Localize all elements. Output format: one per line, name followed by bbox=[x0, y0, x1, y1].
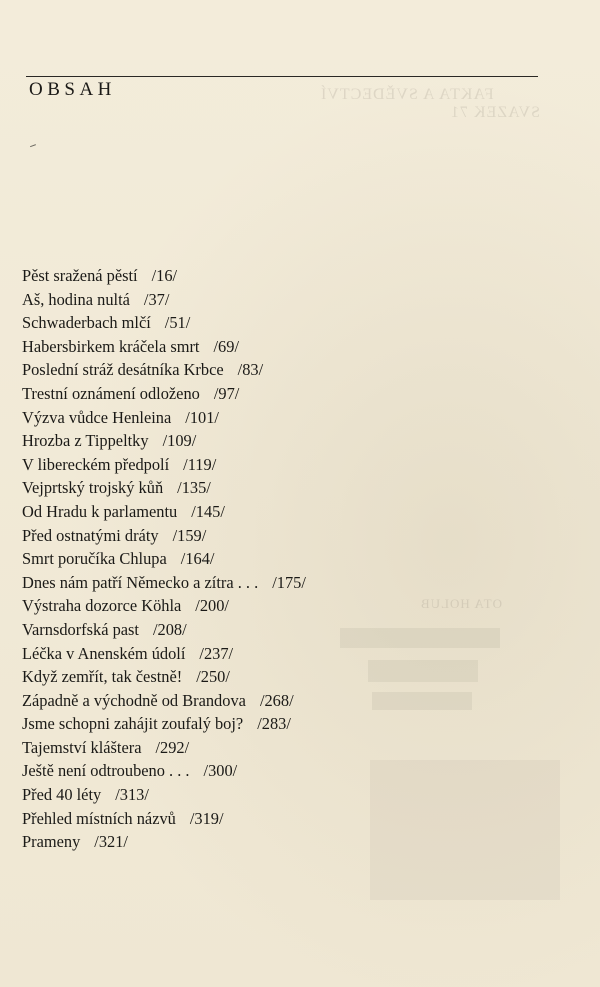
header-rule bbox=[26, 76, 538, 77]
toc-entry bbox=[22, 571, 522, 595]
toc-entry-page: /109/ bbox=[162, 431, 197, 451]
toc-entry bbox=[22, 335, 522, 359]
toc-entry-page: /101/ bbox=[185, 407, 219, 427]
toc-entry bbox=[22, 712, 522, 736]
toc-entry-title: Varnsdorfská past bbox=[22, 619, 139, 639]
toc-entry-page: /83/ bbox=[237, 360, 264, 380]
toc-entry bbox=[22, 642, 522, 666]
toc-entry bbox=[22, 382, 522, 406]
toc-entry-title: Pěst sražená pěstí bbox=[22, 266, 138, 285]
toc-entry bbox=[22, 524, 522, 548]
toc-entry bbox=[22, 358, 522, 382]
toc-entry bbox=[22, 736, 522, 760]
toc-entry bbox=[22, 618, 522, 642]
toc-entry-title: Trestní oznámení odloženo bbox=[22, 383, 200, 403]
toc-entry bbox=[22, 830, 522, 854]
toc-entry-page: /97/ bbox=[213, 383, 240, 403]
show-through-text: OTA HOLUB bbox=[420, 596, 502, 611]
toc-entry-title: Smrt poručíka Chlupa bbox=[22, 549, 167, 569]
stray-mark bbox=[30, 144, 38, 153]
page-title: OBSAH bbox=[29, 79, 116, 100]
toc-entry bbox=[22, 594, 522, 618]
toc-entry-title: Tajemství kláštera bbox=[22, 737, 142, 757]
toc-entry-page: /51/ bbox=[164, 313, 191, 333]
toc-entry bbox=[22, 453, 522, 477]
table-of-contents bbox=[22, 264, 522, 854]
toc-entry-title: Vejprtský trojský kůň bbox=[22, 478, 164, 498]
toc-entry-title: Prameny bbox=[22, 832, 81, 852]
toc-entry-title: Před 40 léty bbox=[22, 785, 102, 805]
toc-entry bbox=[22, 807, 522, 831]
toc-entry-page: /200/ bbox=[195, 596, 229, 616]
toc-entry bbox=[22, 429, 522, 453]
toc-entry-page: /237/ bbox=[199, 643, 234, 663]
toc-entry-page: /319/ bbox=[189, 808, 224, 828]
toc-entry bbox=[22, 547, 522, 571]
toc-entry-page: /37/ bbox=[143, 289, 170, 309]
toc-entry-title: Výzva vůdce Henleina bbox=[22, 407, 172, 427]
toc-entry bbox=[22, 689, 522, 713]
toc-entry-title: Od Hradu k parlamentu bbox=[22, 501, 178, 521]
show-through-text: SVAZEK 71 bbox=[450, 104, 541, 121]
toc-entry-page: /208/ bbox=[152, 619, 187, 639]
toc-entry-title: Hrozba z Tippeltky bbox=[22, 431, 149, 451]
toc-entry bbox=[22, 476, 522, 500]
toc-entry bbox=[22, 500, 522, 524]
toc-entry-page: /159/ bbox=[172, 525, 207, 545]
toc-entry-page: /321/ bbox=[94, 832, 128, 852]
toc-entry-title: Západně a východně od Brandova bbox=[22, 690, 246, 710]
toc-entry-page: /313/ bbox=[115, 785, 149, 805]
toc-entry-title: Přehled místních názvů bbox=[22, 808, 176, 828]
toc-entry-title: Před ostnatými dráty bbox=[22, 525, 159, 545]
toc-entry-title: Výstraha dozorce Köhla bbox=[22, 596, 182, 616]
toc-entry-page: /268/ bbox=[259, 690, 294, 710]
toc-entry-page: /250/ bbox=[196, 667, 230, 687]
toc-entry-title: Aš, hodina nultá bbox=[22, 289, 130, 309]
toc-entry-title: Habersbirkem kráčela smrt bbox=[22, 336, 200, 356]
show-through-text: FAKTA A SVĚDECTVÍ bbox=[320, 86, 494, 103]
toc-entry-page: /300/ bbox=[203, 761, 238, 781]
toc-entry bbox=[22, 759, 522, 783]
toc-entry-page: /16/ bbox=[151, 266, 178, 285]
toc-entry-page: /69/ bbox=[213, 336, 239, 356]
toc-entry-title: Dnes nám patří Německo a zítra . . . bbox=[22, 572, 259, 592]
toc-entry-page: /164/ bbox=[180, 549, 215, 569]
toc-entry-title: V libereckém předpolí bbox=[22, 454, 170, 474]
toc-entry bbox=[22, 406, 522, 430]
toc-entry-page: /175/ bbox=[272, 572, 306, 592]
toc-entry-title: Ještě není odtroubeno . . . bbox=[22, 761, 190, 781]
toc-entry-page: /145/ bbox=[191, 501, 225, 521]
toc-entry bbox=[22, 288, 522, 312]
toc-entry-page: /292/ bbox=[155, 737, 190, 757]
toc-entry bbox=[22, 311, 522, 335]
toc-entry-page: /135/ bbox=[177, 478, 211, 498]
toc-entry-title: Poslední stráž desátníka Krbce bbox=[22, 360, 224, 380]
toc-entry-title: Jsme schopni zahájit zoufalý boj? bbox=[22, 714, 244, 734]
toc-entry bbox=[22, 264, 522, 288]
toc-entry-page: /283/ bbox=[257, 714, 291, 734]
toc-entry-title: Schwaderbach mlčí bbox=[22, 313, 151, 333]
toc-entry-title: Léčka v Anenském údolí bbox=[22, 643, 186, 663]
toc-entry bbox=[22, 783, 522, 807]
toc-entry-title: Když zemřít, tak čestně! bbox=[22, 667, 183, 687]
toc-entry-page: /119/ bbox=[183, 454, 217, 474]
toc-entry bbox=[22, 665, 522, 689]
